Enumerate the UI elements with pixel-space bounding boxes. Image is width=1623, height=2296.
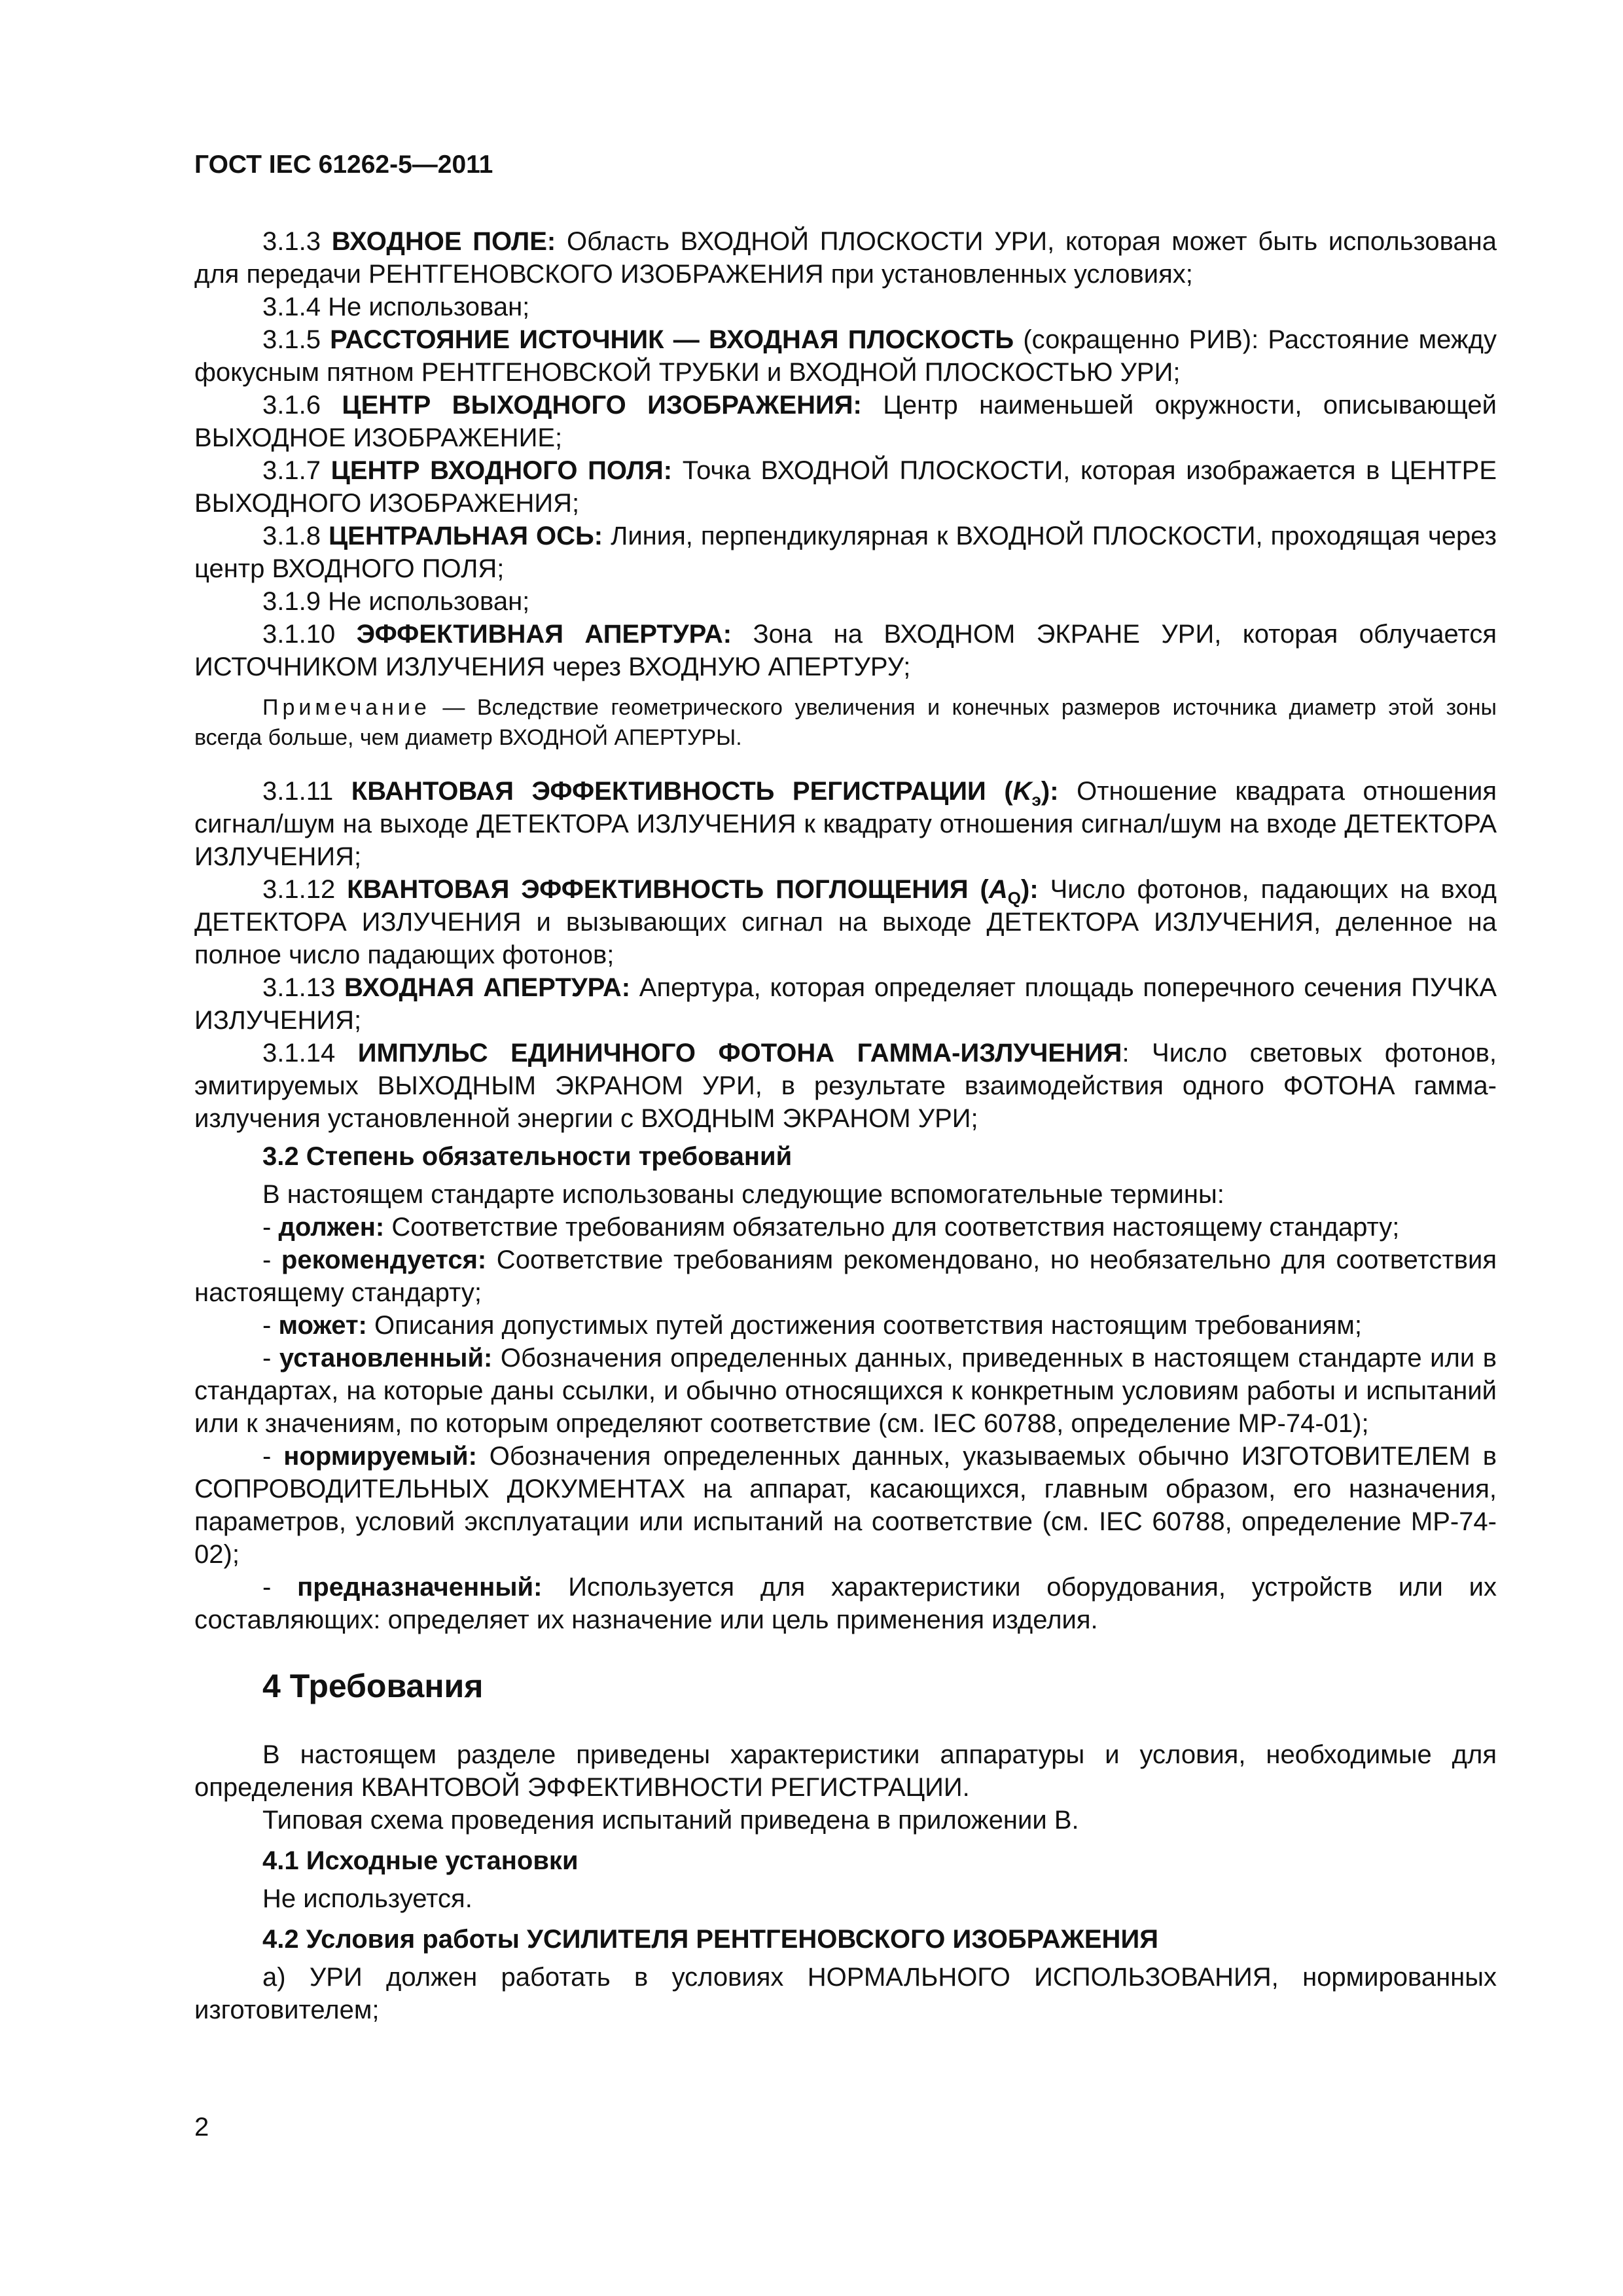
section-4-1-heading: 4.1 Исходные установки [262, 1846, 579, 1875]
def-term: ЦЕНТРАЛЬНАЯ ОСЬ: [328, 522, 603, 550]
def-number: 3.1.13 [262, 973, 336, 1002]
definition-3-1-12 [194, 873, 1497, 971]
list-item: - должен: Соответствие требованиям обязательно для соответствия настоящему стандарту; [262, 1213, 1400, 1242]
def-number: 3.1.5 [262, 325, 321, 354]
note-text: — Вследствие геометрического увеличения и конечных размеров источника диаметр этой зоны всегда больше, чем диаметр ВХОДНОЙ АПЕРТУРЫ. [194, 695, 1497, 750]
definition-3-1-6 [194, 389, 1497, 454]
section-4-2-heading: 4.2 Условия работы УСИЛИТЕЛЯ РЕНТГЕНОВСКОГО ИЗОБРАЖЕНИЯ [262, 1925, 1158, 1954]
list-item: - может: Описания допустимых путей достижения соответствия настоящим требованиям; [262, 1311, 1362, 1340]
def-text: : Число световых фотонов, эмитируемых ВЫХОДНЫМ ЭКРАНОМ УРИ, в результате взаимодействия одного ФОТОНА гамма-излучения установленной энергии с ВХОДНЫМ ЭКРАНОМ УРИ; [194, 1039, 1497, 1133]
list-text: Описания допустимых путей достижения соответствия настоящим требованиям; [366, 1311, 1362, 1340]
def-number: 3.1.11 [262, 777, 334, 806]
def-term: ИМПУЛЬС ЕДИНИЧНОГО ФОТОНА ГАММА-ИЗЛУЧЕНИЯ [357, 1039, 1122, 1067]
def-term: РАССТОЯНИЕ ИСТОЧНИК — ВХОДНАЯ ПЛОСКОСТЬ [330, 325, 1014, 354]
def-text: Число фотонов, падающих на вход ДЕТЕКТОРА ИЗЛУЧЕНИЯ и вызывающих сигнал на выходе ДЕТЕКТОРА ИЗЛУЧЕНИЯ, деленное на полное число падающих фотонов; [194, 875, 1497, 969]
definition-3-1-9 [194, 585, 1497, 618]
definition-3-1-7 [194, 454, 1497, 520]
note-label: Примечание [262, 695, 431, 720]
list-term: рекомендуется: [281, 1246, 487, 1274]
document-header: ГОСТ IEC 61262-5—2011 [194, 151, 493, 179]
def-text: Зона на ВХОДНОМ ЭКРАНЕ УРИ, которая облучается ИСТОЧНИКОМ ИЗЛУЧЕНИЯ через ВХОДНУЮ АПЕРТУРУ; [194, 620, 1497, 681]
def-text: Область ВХОДНОЙ ПЛОСКОСТИ УРИ, которая может быть использована для передачи РЕНТГЕНОВСКОГО ИЗОБРАЖЕНИЯ при установленных условиях; [194, 227, 1497, 289]
list-text: Используется для характеристики оборудования, устройств или их составляющих: определяет их назначение или цель применения изделия. [194, 1573, 1497, 1634]
def-number: 3.1.12 [262, 875, 336, 904]
list-term: может: [278, 1311, 367, 1340]
definition-3-1-3 [194, 225, 1497, 291]
section-4-1-text: Не используется. [262, 1884, 473, 1913]
def-term: ВХОДНАЯ АПЕРТУРА: [344, 973, 631, 1002]
def-text: Точка ВХОДНОЙ ПЛОСКОСТИ, которая изображается в ЦЕНТРЕ ВЫХОДНОГО ИЗОБРАЖЕНИЯ; [194, 456, 1497, 518]
list-term: установленный: [279, 1344, 493, 1372]
def-number: 3.1.3 [262, 227, 321, 256]
def-term: КВАНТОВАЯ ЭФФЕКТИВНОСТЬ РЕГИСТРАЦИИ ( [351, 777, 1013, 806]
list-text: Соответствие требованиям рекомендовано, но необязательно для соответствия настоящему стандарту; [194, 1246, 1497, 1307]
definition-3-1-11 [194, 775, 1497, 873]
definition-3-1-5 [194, 323, 1497, 389]
def-number: 3.1.7 [262, 456, 321, 485]
section-4-heading: 4 Требования [262, 1668, 484, 1704]
definition-3-1-4 [194, 291, 1497, 323]
def-text: Не использован; [328, 587, 530, 616]
section-3-2-heading: 3.2 Степень обязательности требований [262, 1142, 793, 1171]
definition-3-1-10 [194, 618, 1497, 683]
list-text: Обозначения определенных данных, указываемых обычно ИЗГОТОВИТЕЛЕМ в СОПРОВОДИТЕЛЬНЫХ ДОКУМЕНТАХ на аппарат, касающихся, главным образом, его назначения, параметров, условий эксплуатации или испытаний на соответствие (см. IEC 60788, определение MP-74-02); [194, 1442, 1497, 1569]
def-text: Отношение квадрата отношения сигнал/шум на выходе ДЕТЕКТОРА ИЗЛУЧЕНИЯ к квадрату отношения сигнал/шум на входе ДЕТЕКТОРА ИЗЛУЧЕНИЯ; [194, 777, 1497, 871]
def-text: Центр наименьшей окружности, описывающей ВЫХОДНОЕ ИЗОБРАЖЕНИЕ; [194, 391, 1497, 452]
list-item: - установленный: Обозначения определенных данных, приведенных в настоящем стандарте или в стандартах, на которые даны ссылки, и обычно относящихся к конкретным условиям работы и испытаний или к значениям, по которым определяют соответствие (см. IEC 60788, определение MP-74-01); [194, 1344, 1497, 1438]
list-term: предназначенный: [297, 1573, 543, 1602]
def-term: КВАНТОВАЯ ЭФФЕКТИВНОСТЬ ПОГЛОЩЕНИЯ ( [347, 875, 989, 904]
section-4-paragraph: Типовая схема проведения испытаний приведена в приложении В. [262, 1806, 1079, 1835]
def-term: ЭФФЕКТИВНАЯ АПЕРТУРА: [356, 620, 732, 649]
def-text: (сокращенно РИВ): Расстояние между фокусным пятном РЕНТГЕНОВСКОЙ ТРУБКИ и ВХОДНОЙ ПЛОСКОСТЬЮ УРИ; [194, 325, 1497, 387]
list-item: - рекомендуется: Соответствие требованиям рекомендовано, но необязательно для соответствия настоящему стандарту; [194, 1246, 1497, 1307]
list-item: - нормируемый: Обозначения определенных данных, указываемых обычно ИЗГОТОВИТЕЛЕМ в СОПРОВОДИТЕЛЬНЫХ ДОКУМЕНТАХ на аппарат, касающихся, главным образом, его назначения, параметров, условий эксплуатации или испытаний на соответствие (см. IEC 60788, определение MP-74-02); [194, 1442, 1497, 1569]
def-symbol-subscript: Q [1007, 888, 1022, 908]
section-3-2-intro: В настоящем стандарте использованы следующие вспомогательные термины: [262, 1180, 1224, 1209]
section-4-paragraph: В настоящем разделе приведены характеристики аппаратуры и условия, необходимые для определения КВАНТОВОЙ ЭФФЕКТИВНОСТИ РЕГИСТРАЦИИ. [194, 1740, 1497, 1802]
def-term-end: ): [1041, 777, 1059, 806]
note [194, 692, 1497, 753]
def-text: Апертура, которая определяет площадь поперечного сечения ПУЧКА ИЗЛУЧЕНИЯ; [194, 973, 1497, 1035]
def-number: 3.1.8 [262, 522, 321, 550]
list-text: Соответствие требованиям обязательно для соответствия настоящему стандарту; [384, 1213, 1400, 1242]
def-symbol: A [988, 875, 1008, 904]
list-text: Обозначения определенных данных, приведенных в настоящем стандарте или в стандартах, на которые даны ссылки, и обычно относящихся к конкретным условиям работы и испытаний или к значениям, по которым определяют соответствие (см. IEC 60788, определение MP-74-01); [194, 1344, 1497, 1438]
def-number: 3.1.6 [262, 391, 321, 420]
list-term: нормируемый: [283, 1442, 477, 1471]
def-term: ВХОДНОЕ ПОЛЕ: [331, 227, 556, 256]
section-4-2-text: а) УРИ должен работать в условиях НОРМАЛЬНОГО ИСПОЛЬЗОВАНИЯ, нормированных изготовителем; [194, 1963, 1497, 2024]
definition-3-1-13 [194, 971, 1497, 1037]
def-term: ЦЕНТР ВЫХОДНОГО ИЗОБРАЖЕНИЯ: [342, 391, 862, 420]
list-term: должен: [278, 1213, 385, 1242]
def-symbol-subscript: э [1031, 790, 1041, 810]
def-number: 3.1.4 [262, 293, 321, 321]
document-page [194, 151, 1497, 2026]
page-number: 2 [194, 2113, 209, 2142]
definition-3-1-8 [194, 520, 1497, 585]
def-symbol: K [1012, 777, 1032, 806]
def-term: ЦЕНТР ВХОДНОГО ПОЛЯ: [330, 456, 673, 485]
def-number: 3.1.10 [262, 620, 336, 649]
def-term-end: ): [1021, 875, 1039, 904]
def-text: Не использован; [328, 293, 530, 321]
def-number: 3.1.9 [262, 587, 321, 616]
def-text: Линия, перпендикулярная к ВХОДНОЙ ПЛОСКОСТИ, проходящая через центр ВХОДНОГО ПОЛЯ; [194, 522, 1497, 583]
list-item: - предназначенный: Используется для характеристики оборудования, устройств или их составляющих: определяет их назначение или цель применения изделия. [194, 1573, 1497, 1634]
def-number: 3.1.14 [262, 1039, 336, 1067]
definition-3-1-14 [194, 1037, 1497, 1135]
